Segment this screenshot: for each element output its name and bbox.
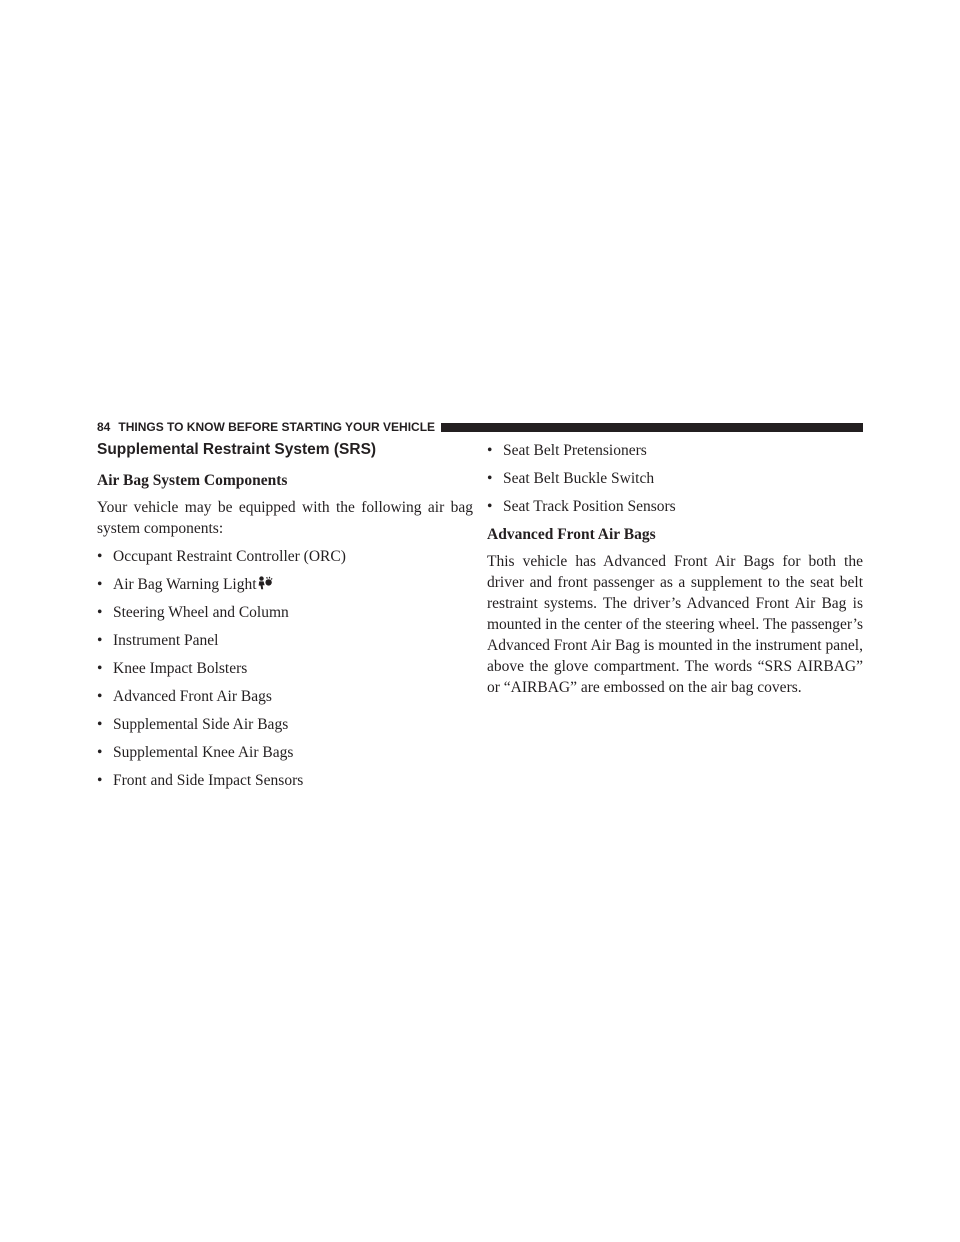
list-item — [97, 574, 473, 595]
list-item-text: Steering Wheel and Column — [113, 604, 289, 621]
left-column — [97, 440, 473, 798]
list-item — [97, 658, 473, 679]
bullet: • — [487, 442, 493, 459]
list-item — [97, 686, 473, 707]
list-item — [97, 546, 473, 567]
list-item-text: Seat Belt Buckle Switch — [503, 470, 655, 487]
list-item — [97, 630, 473, 651]
list-item — [487, 440, 863, 461]
list-item-text: Supplemental Knee Air Bags — [113, 744, 294, 761]
header-rule — [441, 423, 863, 432]
bullet: • — [97, 576, 103, 593]
list-item-text: Seat Belt Pretensioners — [503, 442, 647, 459]
list-item-text: Knee Impact Bolsters — [113, 660, 248, 677]
page-header — [97, 420, 863, 434]
list-item — [97, 714, 473, 735]
bullet: • — [97, 604, 103, 621]
list-item — [97, 770, 473, 791]
right-column — [487, 440, 863, 705]
bullet: • — [97, 548, 103, 565]
list-item-text: Air Bag Warning Light — [113, 576, 257, 593]
list-item — [97, 742, 473, 763]
bullet: • — [487, 470, 493, 487]
bullet: • — [97, 716, 103, 733]
list-item-text: Instrument Panel — [113, 632, 219, 649]
list-item-text: Occupant Restraint Controller (ORC) — [113, 548, 346, 565]
advanced-front-air-bags-paragraph: This vehicle has Advanced Front Air Bags for both the driver and front passenger as a supplement to the seat belt restraint systems. The driver’s Advanced Front Air Bag is mounted in the center of the steering wheel. The passenger’s Advanced Front Air Bag is mounted in the instrument panel, above the glove compartment. The words “SRS AIRBAG” or “AIRBAG” are embossed on the air bag covers. — [487, 553, 863, 696]
bullet: • — [97, 744, 103, 761]
bullet: • — [487, 498, 493, 515]
page-number: 84 — [97, 420, 111, 434]
subheading-advanced-front-air-bags: Advanced Front Air Bags — [487, 526, 656, 543]
bullet: • — [97, 632, 103, 649]
list-item-text: Supplemental Side Air Bags — [113, 716, 289, 733]
bullet: • — [97, 660, 103, 677]
bullet: • — [97, 772, 103, 789]
components-list — [97, 546, 473, 791]
airbag-warning-icon — [257, 576, 273, 590]
chapter-title: THINGS TO KNOW BEFORE STARTING YOUR VEHICLE — [118, 420, 436, 434]
list-item-text: Advanced Front Air Bags — [113, 688, 272, 705]
list-item — [97, 602, 473, 623]
list-item-text: Seat Track Position Sensors — [503, 498, 676, 515]
section-title: Supplemental Restraint System (SRS) — [97, 441, 377, 458]
list-item — [487, 496, 863, 517]
bullet: • — [97, 688, 103, 705]
components-list-continued — [487, 440, 863, 517]
intro-paragraph: Your vehicle may be equipped with the following air bag system components: — [97, 499, 473, 537]
list-item — [487, 468, 863, 489]
subheading-components: Air Bag System Components — [97, 472, 288, 489]
list-item-text: Front and Side Impact Sensors — [113, 772, 304, 789]
